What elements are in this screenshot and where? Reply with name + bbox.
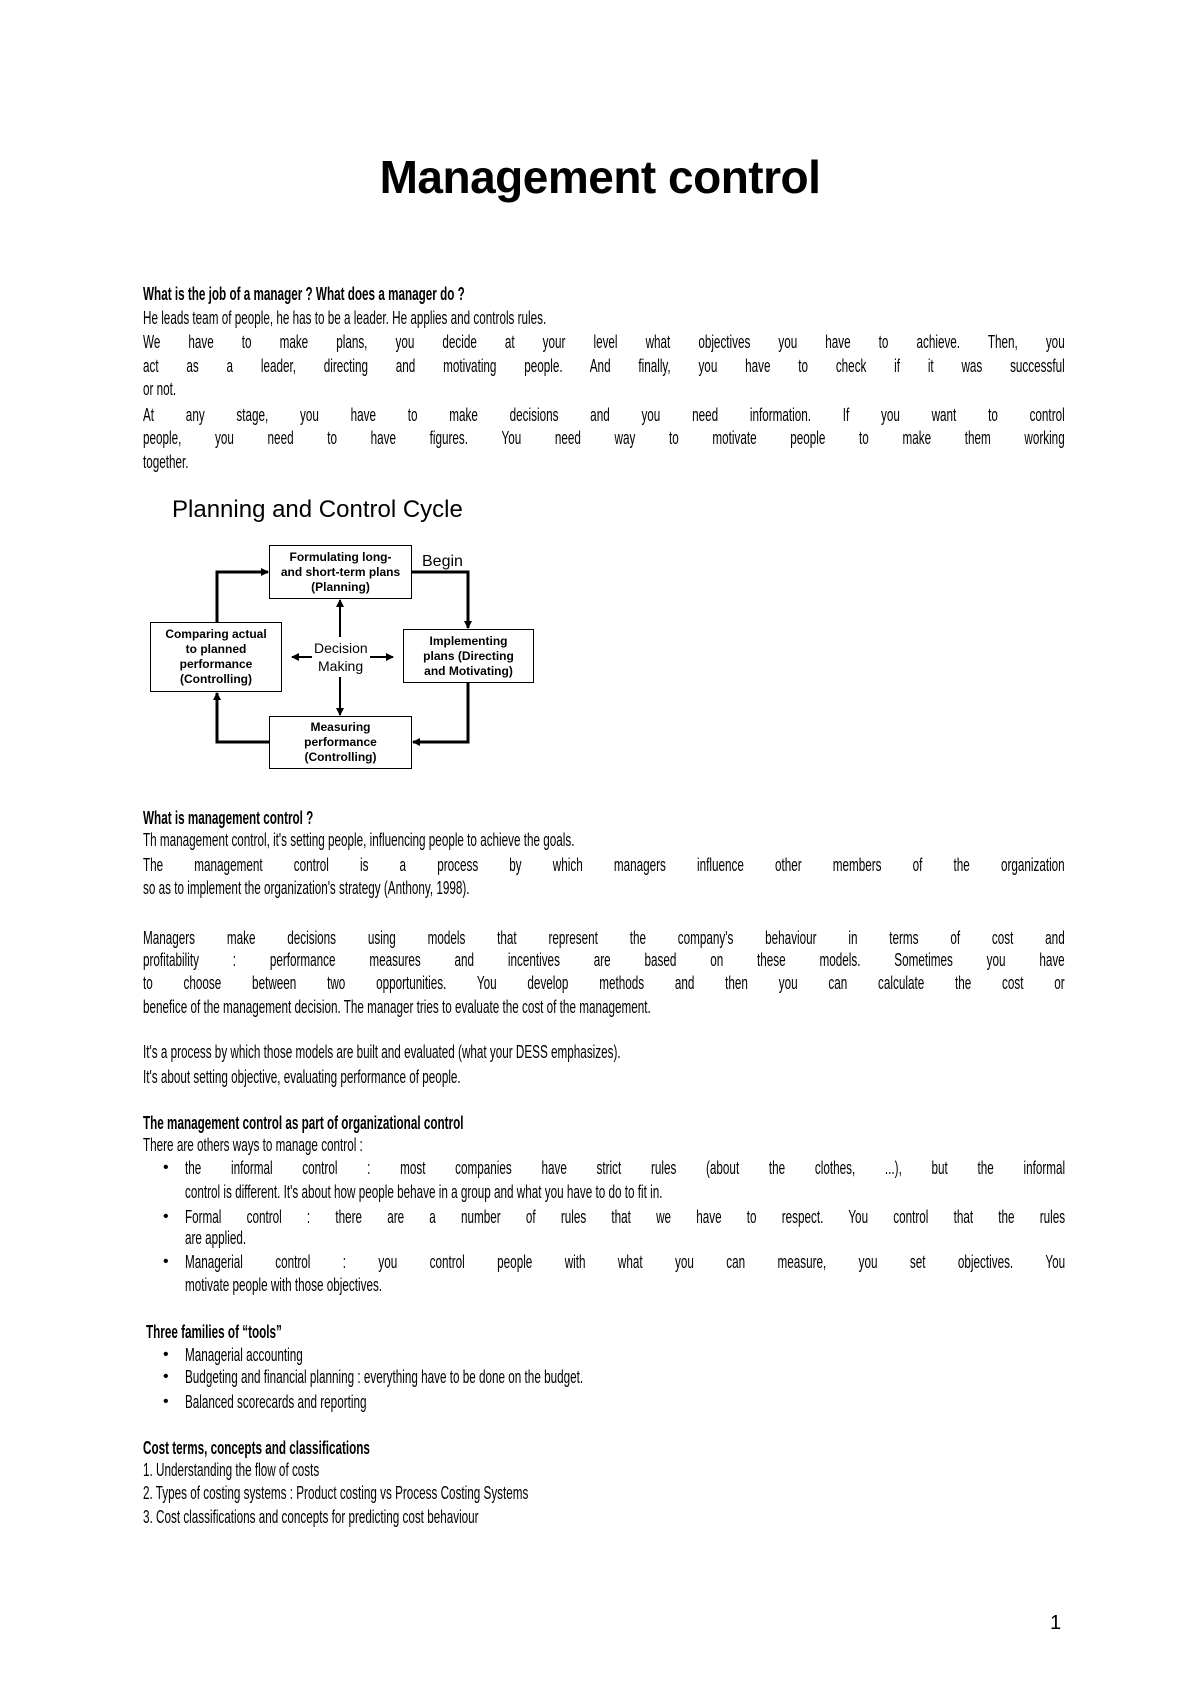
section-heading: Cost terms, concepts and classifications xyxy=(143,1438,370,1458)
bullet-line: the informal control : most companies have strict rules (about the clothes, ...), but the informal xyxy=(185,1158,1066,1178)
section-heading: The management control as part of organizational control xyxy=(143,1113,464,1133)
paragraph-line: We have to make plans, you decide at your level what objectives you have to achieve. Then, you xyxy=(143,332,1065,352)
box-line: Implementing xyxy=(429,633,508,648)
bullet-line: motivate people with those objectives. xyxy=(185,1275,383,1295)
paragraph-line: benefice of the management decision. The manager tries to evaluate the cost of the management. xyxy=(143,997,651,1017)
bullet-icon: • xyxy=(163,1393,169,1410)
paragraph-line: The management control is a process by which managers influence other members of the organization xyxy=(143,855,1065,875)
paragraph-line: It's about setting objective, evaluating performance of people. xyxy=(143,1067,461,1087)
bullet-line: control is different. It's about how people behave in a group and what you have to do to fit in. xyxy=(185,1182,663,1202)
box-line: Comparing actual xyxy=(165,627,267,641)
numbered-item: 2. Types of costing systems : Product costing vs Process Costing Systems xyxy=(143,1483,529,1503)
paragraph-line: Th management control, it's setting people, influencing people to achieve the goals. xyxy=(143,830,575,850)
paragraph-line: profitability : performance measures and incentives are based on these models. Sometimes you have xyxy=(143,950,1065,970)
paragraph-line: Managers make decisions using models that represent the company's behaviour in terms of cost and xyxy=(143,928,1065,948)
paragraph-line: There are others ways to manage control : xyxy=(143,1135,363,1155)
bullet-icon: • xyxy=(163,1368,169,1385)
bullet-line: Managerial control : you control people with what you can measure, you set objectives. You xyxy=(185,1252,1066,1272)
bullet-line: are applied. xyxy=(185,1228,247,1248)
numbered-item: 1. Understanding the flow of costs xyxy=(143,1460,320,1480)
arrow-planning-to-implementing xyxy=(412,572,468,628)
paragraph-line: or not. xyxy=(143,379,177,399)
paragraph-line: act as a leader, directing and motivating people. And finally, you have to check if it was successful xyxy=(143,356,1065,376)
arrow-measuring-to-comparing xyxy=(217,693,269,742)
bullet-icon: • xyxy=(163,1208,169,1225)
bullet-line: Formal control : there are a number of rules that we have to respect. You control that the rules xyxy=(185,1207,1066,1227)
box-line: Measuring xyxy=(310,720,371,734)
section-heading: Three families of “tools” xyxy=(146,1322,282,1342)
bullet-icon: • xyxy=(163,1159,169,1176)
bullet-line: Budgeting and financial planning : everything have to be done on the budget. xyxy=(185,1367,584,1387)
box-line: performance xyxy=(179,657,253,671)
bullet-line: Balanced scorecards and reporting xyxy=(185,1392,367,1412)
paragraph-line: At any stage, you have to make decisions and you need information. If you want to control xyxy=(143,405,1065,425)
begin-label: Begin xyxy=(422,553,463,570)
box-line: (Controlling) xyxy=(180,672,252,686)
box-line: performance xyxy=(304,735,377,749)
page-number: 1 xyxy=(1050,1612,1062,1634)
box-line: Formulating long- xyxy=(289,549,392,564)
box-line: and Motivating) xyxy=(424,663,513,678)
section-heading: What is the job of a manager ? What does a manager do ? xyxy=(143,284,465,304)
box-line: (Controlling) xyxy=(304,750,377,764)
arrow-implementing-to-measuring xyxy=(413,683,468,742)
box-implementing xyxy=(403,629,534,683)
box-line: (Planning) xyxy=(311,579,370,594)
page-title: Management control xyxy=(379,151,821,203)
box-planning xyxy=(269,545,412,599)
making-label: Making xyxy=(318,658,364,674)
diagram-title: Planning and Control Cycle xyxy=(172,496,463,523)
paragraph-line: He leads team of people, he has to be a leader. He applies and controls rules. xyxy=(143,308,547,328)
box-comparing xyxy=(150,622,282,692)
box-line: plans (Directing xyxy=(423,648,514,663)
paragraph-line: people, you need to have figures. You need way to motivate people to make them working xyxy=(143,428,1065,448)
decision-label: Decision xyxy=(314,640,368,656)
paragraph-line: so as to implement the organization's strategy (Anthony, 1998). xyxy=(143,878,470,898)
bullet-icon: • xyxy=(163,1253,169,1270)
bullet-line: Managerial accounting xyxy=(185,1345,303,1365)
box-measuring xyxy=(269,716,412,769)
paragraph-line: together. xyxy=(143,452,189,472)
section-heading: What is management control ? xyxy=(143,808,314,828)
arrow-comparing-to-planning xyxy=(217,572,268,622)
box-line: and short-term plans xyxy=(280,564,401,579)
box-line: to planned xyxy=(185,642,247,656)
paragraph-line: to choose between two opportunities. You develop methods and then you can calculate the cost or xyxy=(143,973,1065,993)
bullet-icon: • xyxy=(163,1346,169,1363)
paragraph-line: It's a process by which those models are built and evaluated (what your DESS emphasizes). xyxy=(143,1042,621,1062)
numbered-item: 3. Cost classifications and concepts for predicting cost behaviour xyxy=(143,1507,479,1527)
